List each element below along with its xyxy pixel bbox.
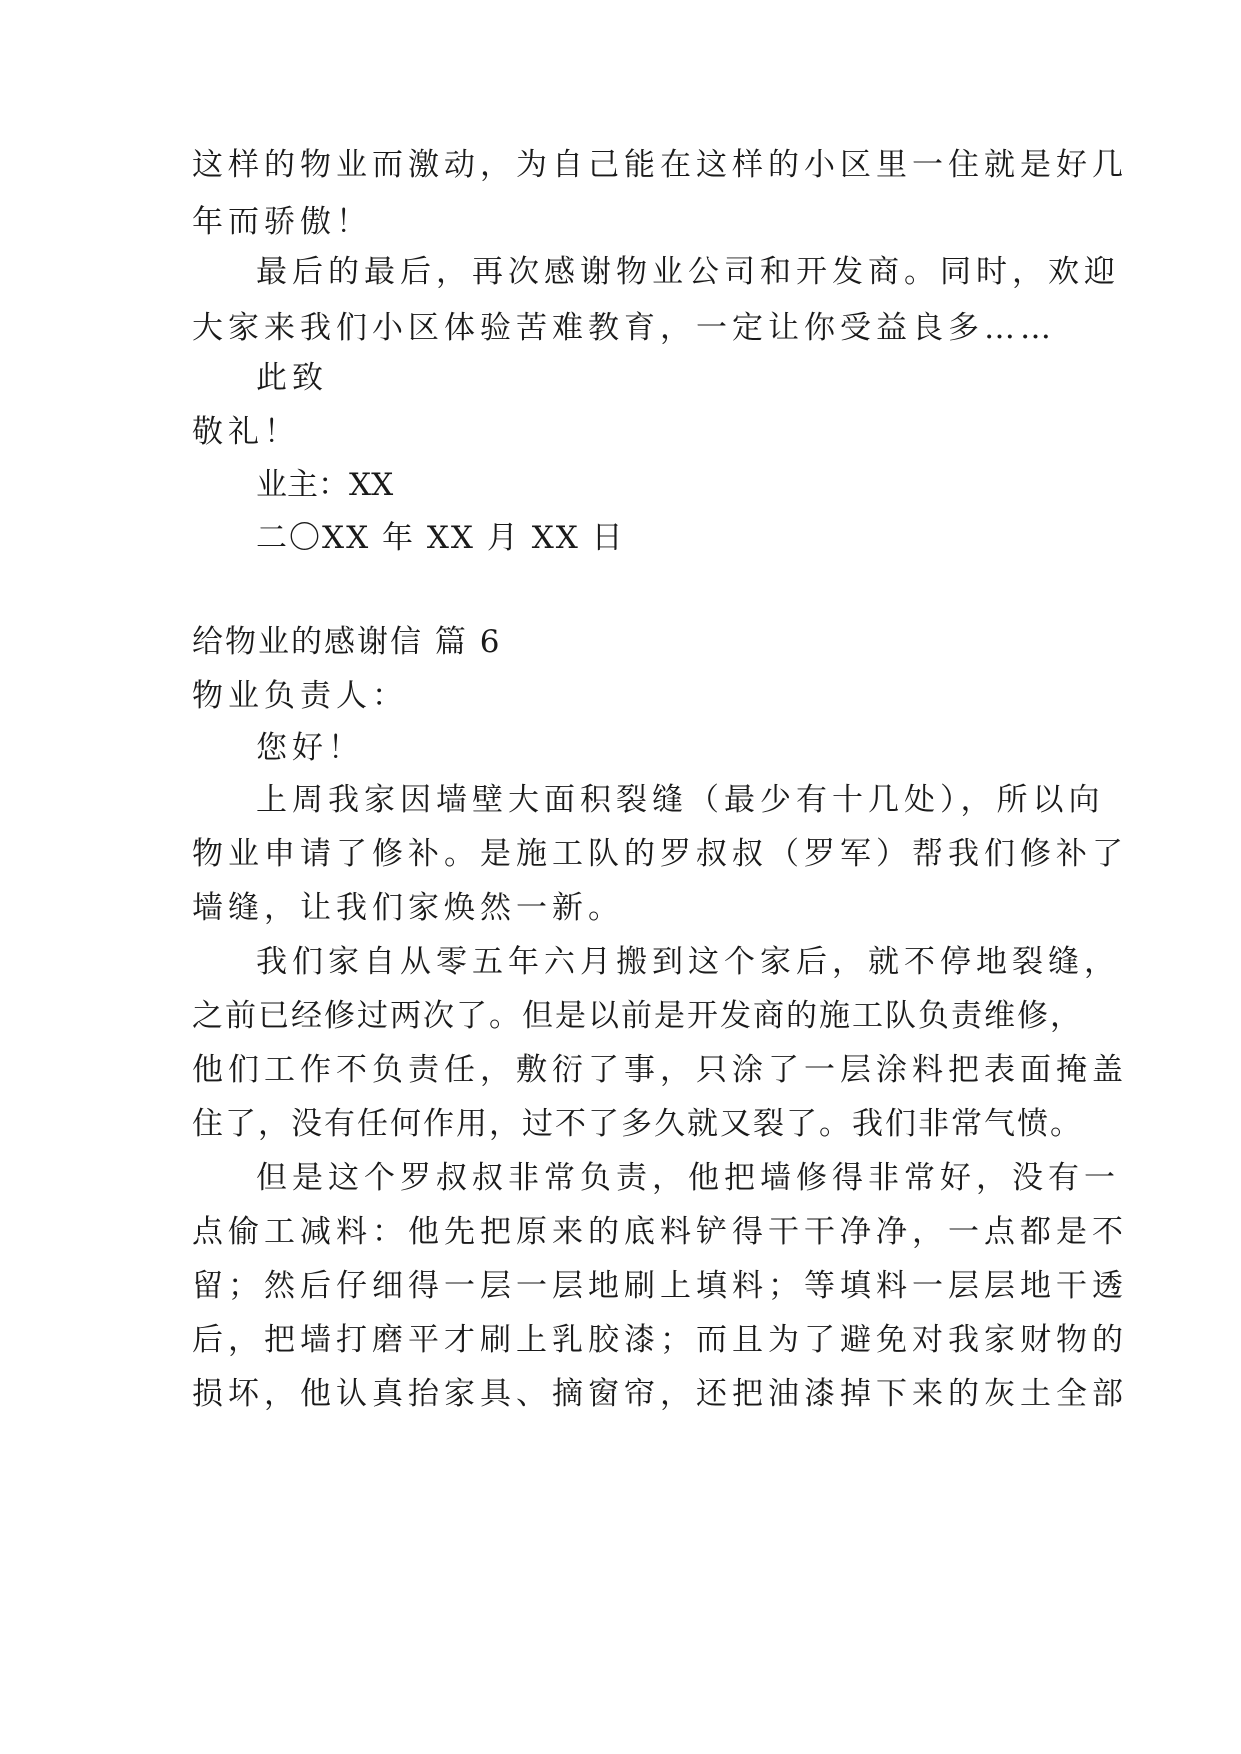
section-title: 给物业的感谢信 篇 6 — [192, 624, 502, 660]
text-line: 他们工作不负责任，敷衍了事，只涂了一层涂料把表面掩盖 — [192, 1052, 1128, 1088]
text-line: 物业申请了修补。是施工队的罗叔叔（罗军）帮我们修补了 — [192, 836, 1128, 872]
text-line: 之前已经修过两次了。但是以前是开发商的施工队负责维修， — [192, 998, 1083, 1034]
text-line: 最后的最后，再次感谢物业公司和开发商。同时，欢迎 — [256, 254, 1120, 290]
text-line: 上周我家因墙壁大面积裂缝（最少有十几处），所以向 — [256, 782, 1105, 818]
text-line: 后，把墙打磨平才刷上乳胶漆；而且为了避免对我家财物的 — [192, 1322, 1128, 1358]
closing-salute: 敬礼！ — [192, 414, 300, 450]
signature-owner: 业主：XX — [256, 467, 394, 503]
text-line: 这样的物业而激动，为自己能在这样的小区里一住就是好几 — [192, 147, 1128, 183]
text-line: 住了，没有任何作用，过不了多久就又裂了。我们非常气愤。 — [192, 1106, 1083, 1142]
text-line: 损坏，他认真抬家具、摘窗帘，还把油漆掉下来的灰土全部 — [192, 1376, 1128, 1412]
text-line: 大家来我们小区体验苦难教育，一定让你受益良多…… — [192, 310, 1056, 346]
greeting: 您好！ — [256, 730, 364, 766]
salutation: 物业负责人： — [192, 678, 408, 714]
closing-phrase: 此致 — [256, 360, 328, 396]
text-line: 但是这个罗叔叔非常负责，他把墙修得非常好，没有一 — [256, 1160, 1120, 1196]
signature-date: 二〇XX 年 XX 月 XX 日 — [256, 520, 625, 556]
text-line: 墙缝，让我们家焕然一新。 — [192, 890, 624, 926]
text-line: 年而骄傲！ — [192, 204, 372, 240]
text-line: 留；然后仔细得一层一层地刷上填料；等填料一层层地干透 — [192, 1268, 1128, 1304]
text-line: 点偷工减料：他先把原来的底料铲得干干净净，一点都是不 — [192, 1214, 1128, 1250]
text-line: 我们家自从零五年六月搬到这个家后，就不停地裂缝， — [256, 944, 1120, 980]
